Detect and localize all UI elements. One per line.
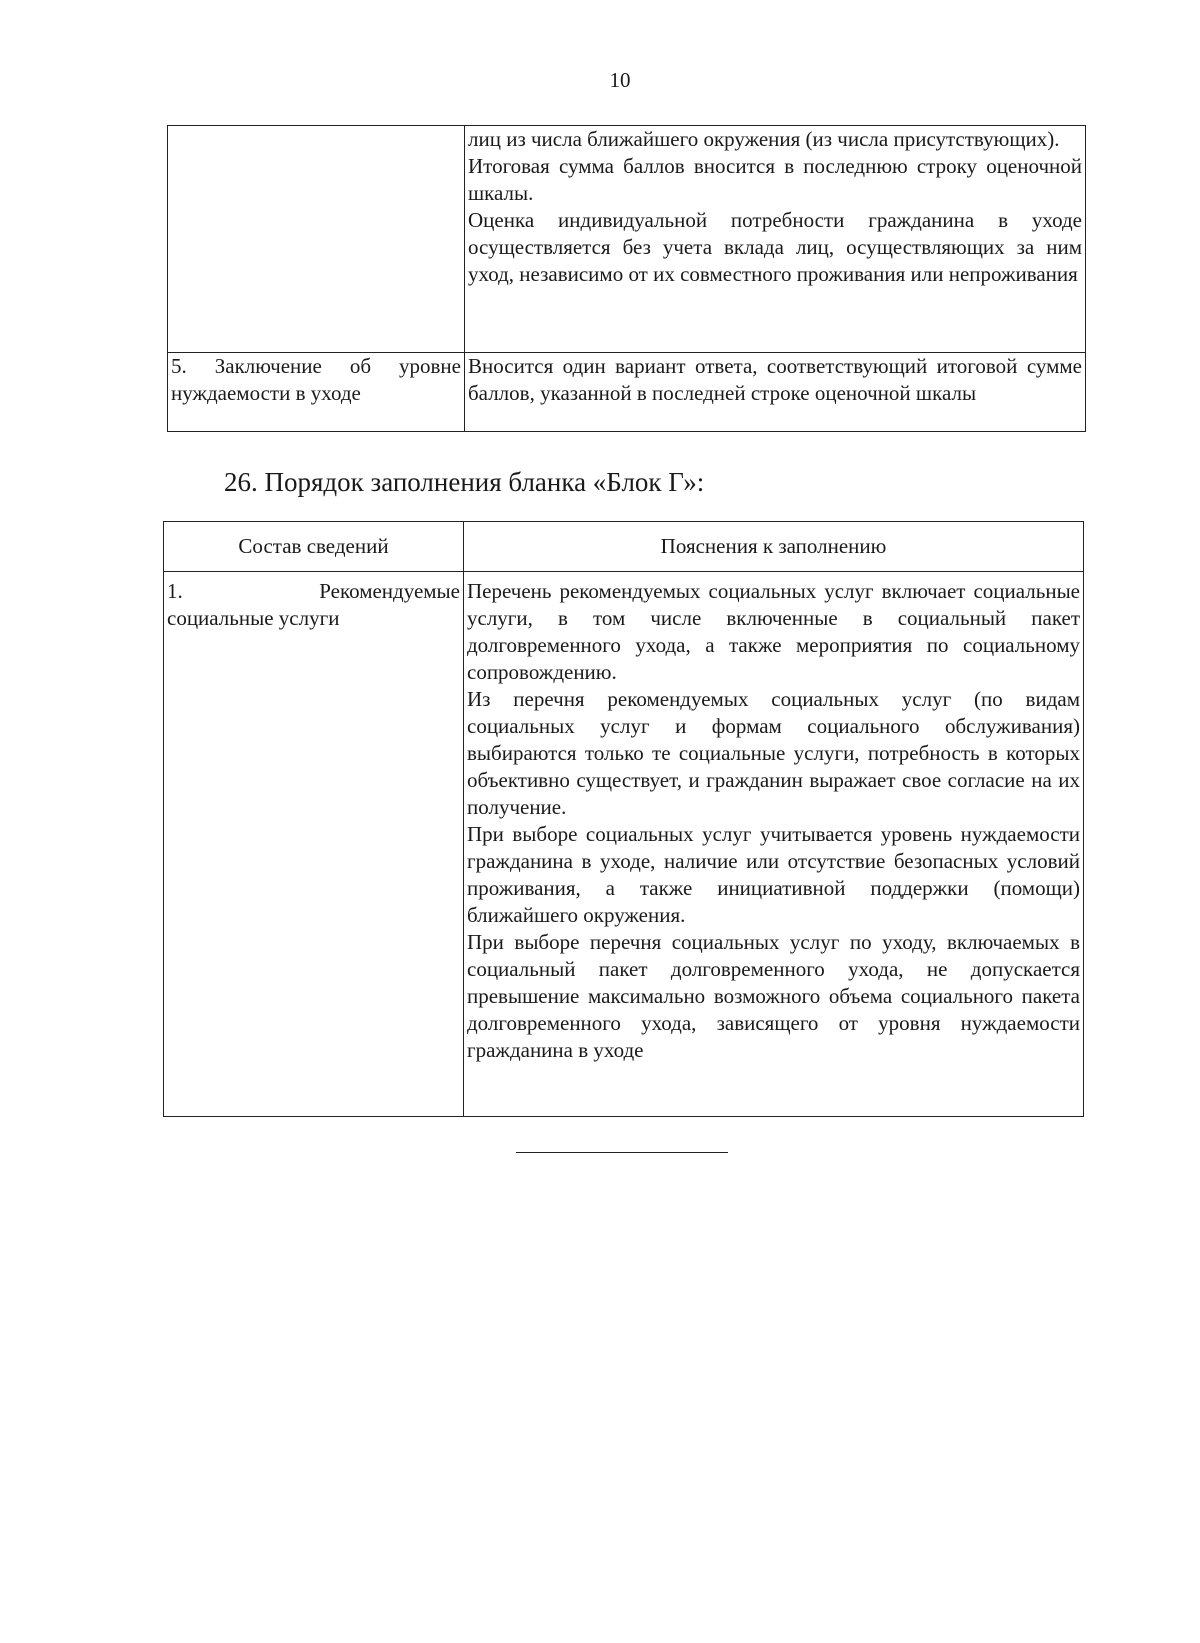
item-number: 1. bbox=[167, 579, 183, 603]
cell-text: 5. Заключение об уровне нуждаемости в уходе bbox=[171, 354, 461, 405]
paragraph: Оценка индивидуальной потребности гражданина в уходе осуществляется без учета вклада лиц, осуществляющих за ним уход, независимо от их совместного проживания или непроживания bbox=[468, 208, 1082, 286]
paragraph: лиц из числа ближайшего окружения (из числа присутствующих). bbox=[468, 127, 1060, 151]
table-cell-left bbox=[164, 572, 464, 1117]
cell-text: Вносится один вариант ответа, соответствующий итоговой сумме баллов, указанной в последней строке оценочной шкалы bbox=[468, 354, 1082, 405]
paragraph: Перечень рекомендуемых социальных услуг включает социальные услуги, в том числе включенные в социальный пакет долговременного ухода, а также мероприятия по социальному сопровождению. bbox=[467, 579, 1080, 684]
table-cell-right bbox=[465, 126, 1086, 353]
column-header: Пояснения к заполнению bbox=[464, 522, 1084, 572]
continued-table bbox=[167, 125, 1086, 432]
table-header-row bbox=[164, 522, 1084, 572]
table-row bbox=[168, 126, 1086, 353]
table-cell-right bbox=[464, 572, 1084, 1117]
item-title-word: Рекомендуемые bbox=[319, 579, 460, 603]
table-cell-left bbox=[168, 126, 465, 353]
paragraph: При выборе социальных услуг учитывается уровень нуждаемости гражданина в уходе, наличие или отсутствие безопасных условий проживания, а также инициативной поддержки (помощи) ближайшего окружения. bbox=[467, 822, 1080, 927]
section-heading: 26. Порядок заполнения бланка «Блок Г»: bbox=[224, 467, 705, 497]
item-title-rest: социальные услуги bbox=[167, 606, 340, 630]
table-row bbox=[164, 572, 1084, 1117]
table-cell-left bbox=[168, 353, 465, 432]
paragraph: Из перечня рекомендуемых социальных услуг (по видам социальных услуг и формам социального обслуживания) выбираются только те социальные услуги, потребность в которых объективно существует, и гражданин выражает свое согласие на их получение. bbox=[467, 687, 1080, 819]
page-number: 10 bbox=[609, 68, 631, 92]
paragraph: При выборе перечня социальных услуг по уходу, включаемых в социальный пакет долговременного ухода, не допускается превышение максимально возможного объема социального пакета долговременного ухода, зависящего от уровня нуждаемости гражданина в уходе bbox=[467, 930, 1080, 1062]
table-row bbox=[168, 353, 1086, 432]
column-header: Состав сведений bbox=[164, 522, 464, 572]
end-divider bbox=[516, 1152, 728, 1153]
paragraph: Итоговая сумма баллов вносится в последнюю строку оценочной шкалы. bbox=[468, 154, 1082, 205]
item-title-line bbox=[167, 578, 460, 605]
table-cell-right bbox=[465, 353, 1086, 432]
block-g-table bbox=[163, 521, 1084, 1117]
